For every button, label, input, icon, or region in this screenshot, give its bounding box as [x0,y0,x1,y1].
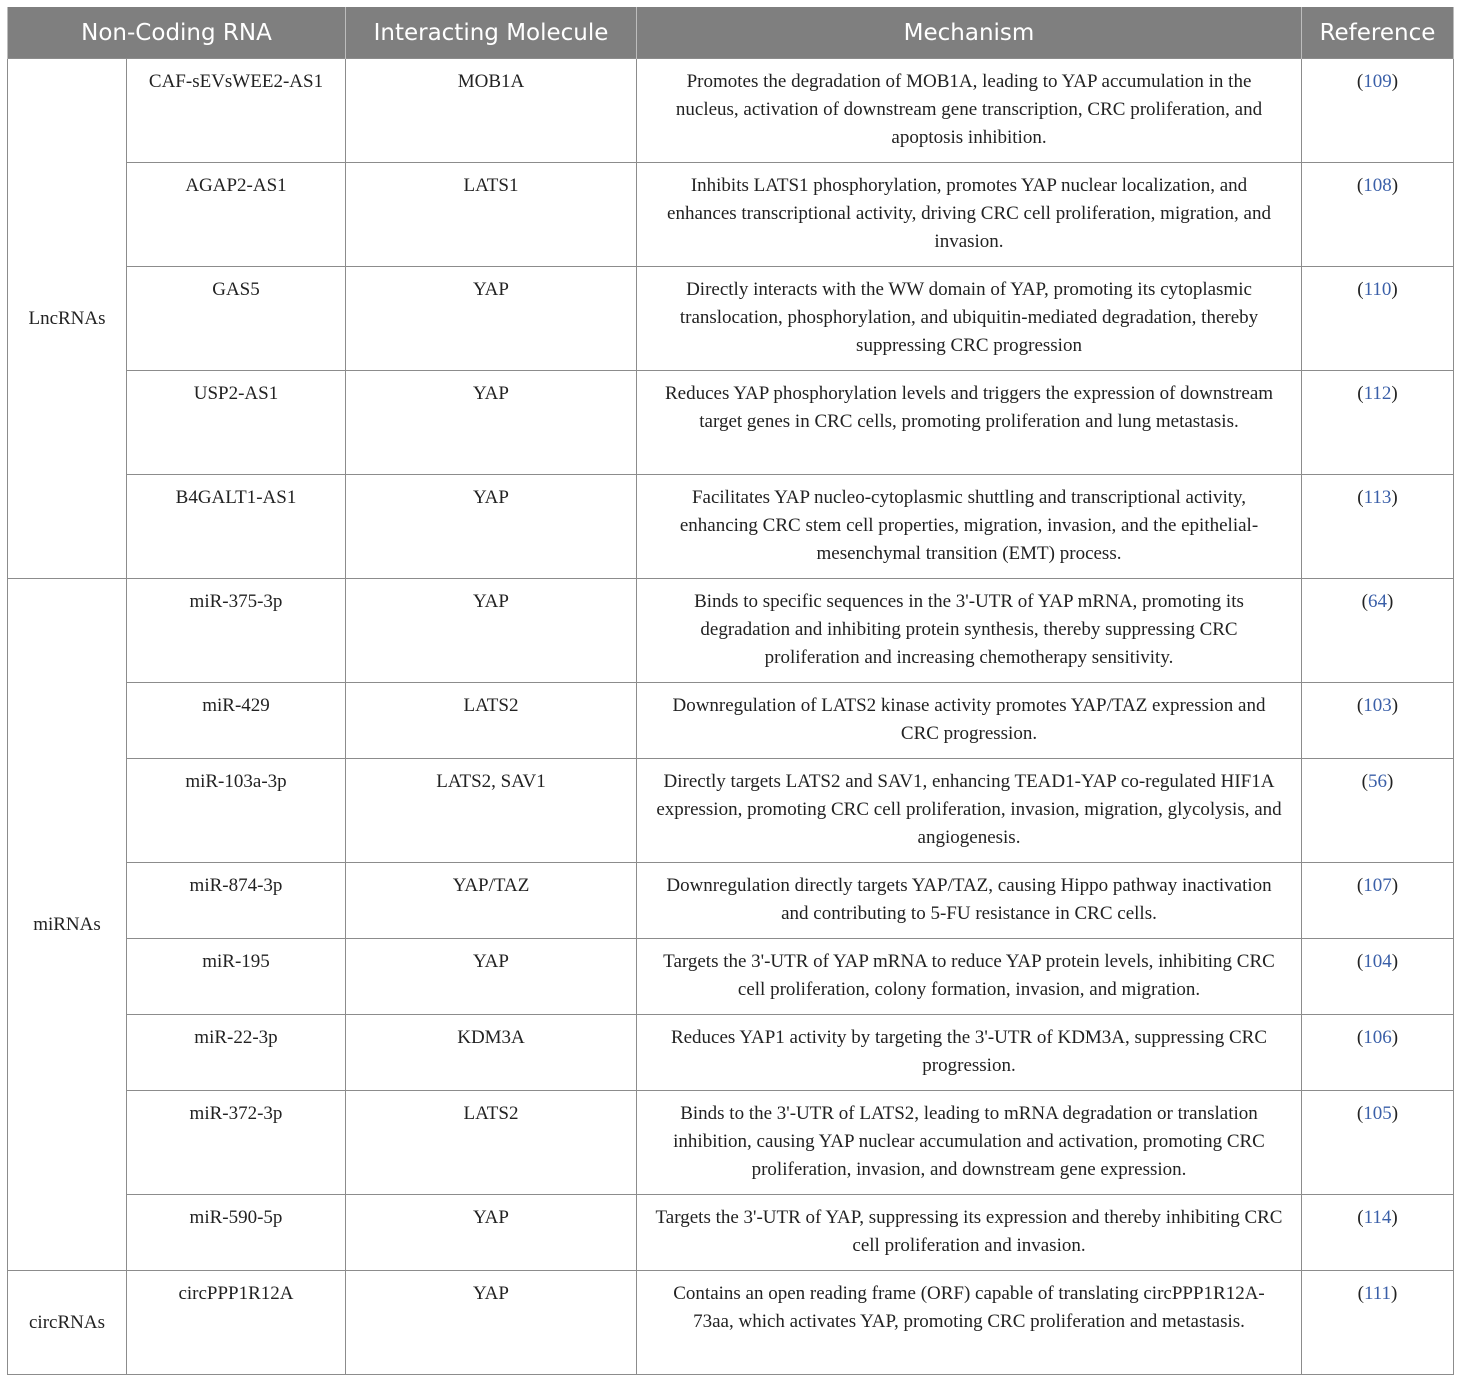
mechanism-cell: Facilitates YAP nucleo-cytoplasmic shuttling and transcriptional activity, enhancing CRC stem cell properties, migration, invasion, and the epithelial-mesenchymal transition (EMT) process. [637,475,1302,579]
rna-name-cell: miR-372-3p [127,1091,346,1195]
group-label: circRNAs [8,1271,127,1375]
reference-link[interactable]: 64 [1368,591,1387,612]
table-row [8,59,1454,163]
reference-cell: (103) [1302,683,1454,759]
molecule-cell: MOB1A [346,59,637,163]
rna-name-cell: circPPP1R12A [127,1271,346,1375]
reference-link[interactable]: 109 [1363,71,1392,92]
mechanism-cell: Promotes the degradation of MOB1A, leading to YAP accumulation in the nucleus, activation of downstream gene transcription, CRC proliferation, and apoptosis inhibition. [637,59,1302,163]
reference-cell: (114) [1302,1195,1454,1271]
reference-link[interactable]: 112 [1363,383,1392,404]
reference-link[interactable]: 105 [1363,1103,1392,1124]
rna-name-cell: miR-874-3p [127,863,346,939]
rna-name-cell: GAS5 [127,267,346,371]
table-row [8,1015,1454,1091]
table-row [8,371,1454,475]
reference-cell: (107) [1302,863,1454,939]
header-reference: Reference [1302,7,1454,59]
molecule-cell: LATS2 [346,1091,637,1195]
header-noncoding-rna: Non-Coding RNA [8,7,346,59]
table-row [8,939,1454,1015]
reference-link[interactable]: 56 [1368,771,1387,792]
ncrna-table [7,7,1454,1375]
reference-link[interactable]: 113 [1363,487,1392,508]
table-row [8,863,1454,939]
rna-name-cell: AGAP2-AS1 [127,163,346,267]
reference-cell: (112) [1302,371,1454,475]
rna-name-cell: miR-590-5p [127,1195,346,1271]
table-row [8,683,1454,759]
reference-cell: (108) [1302,163,1454,267]
mechanism-cell: Targets the 3'-UTR of YAP, suppressing its expression and thereby inhibiting CRC cell proliferation and invasion. [637,1195,1302,1271]
mechanism-cell: Inhibits LATS1 phosphorylation, promotes YAP nuclear localization, and enhances transcriptional activity, driving CRC cell proliferation, migration, and invasion. [637,163,1302,267]
reference-link[interactable]: 104 [1363,951,1392,972]
mechanism-cell: Downregulation directly targets YAP/TAZ, causing Hippo pathway inactivation and contributing to 5-FU resistance in CRC cells. [637,863,1302,939]
rna-name-cell: CAF-sEVsWEE2-AS1 [127,59,346,163]
reference-cell: (113) [1302,475,1454,579]
rna-name-cell: B4GALT1-AS1 [127,475,346,579]
molecule-cell: LATS2 [346,683,637,759]
reference-cell: (110) [1302,267,1454,371]
mechanism-cell: Reduces YAP phosphorylation levels and triggers the expression of downstream target genes in CRC cells, promoting proliferation and lung metastasis. [637,371,1302,475]
molecule-cell: YAP/TAZ [346,863,637,939]
table-row [8,475,1454,579]
reference-cell: (111) [1302,1271,1454,1375]
reference-link[interactable]: 110 [1363,279,1392,300]
table-row [8,163,1454,267]
table-row [8,1271,1454,1375]
table-row [8,267,1454,371]
molecule-cell: LATS2, SAV1 [346,759,637,863]
mechanism-cell: Reduces YAP1 activity by targeting the 3'-UTR of KDM3A, suppressing CRC progression. [637,1015,1302,1091]
reference-cell: (105) [1302,1091,1454,1195]
molecule-cell: YAP [346,371,637,475]
rna-name-cell: miR-429 [127,683,346,759]
mechanism-cell: Contains an open reading frame (ORF) capable of translating circPPP1R12A-73aa, which activates YAP, promoting CRC proliferation and metastasis. [637,1271,1302,1375]
molecule-cell: YAP [346,475,637,579]
rna-name-cell: miR-22-3p [127,1015,346,1091]
molecule-cell: YAP [346,939,637,1015]
reference-cell: (104) [1302,939,1454,1015]
mechanism-cell: Downregulation of LATS2 kinase activity promotes YAP/TAZ expression and CRC progression. [637,683,1302,759]
rna-name-cell: miR-375-3p [127,579,346,683]
table-body [8,59,1454,1375]
reference-link[interactable]: 114 [1363,1207,1392,1228]
molecule-cell: YAP [346,1195,637,1271]
molecule-cell: KDM3A [346,1015,637,1091]
group-label: LncRNAs [8,59,127,579]
table-row [8,1195,1454,1271]
table-row [8,759,1454,863]
rna-name-cell: miR-195 [127,939,346,1015]
group-label: miRNAs [8,579,127,1271]
reference-cell: (109) [1302,59,1454,163]
molecule-cell: YAP [346,579,637,683]
reference-link[interactable]: 103 [1363,695,1392,716]
reference-link[interactable]: 107 [1363,875,1392,896]
reference-link[interactable]: 106 [1363,1027,1392,1048]
reference-link[interactable]: 111 [1363,1283,1392,1304]
rna-name-cell: miR-103a-3p [127,759,346,863]
reference-link[interactable]: 108 [1363,175,1392,196]
table-row [8,1091,1454,1195]
reference-cell: (64) [1302,579,1454,683]
mechanism-cell: Binds to specific sequences in the 3'-UTR of YAP mRNA, promoting its degradation and inhibiting protein synthesis, thereby suppressing CRC proliferation and increasing chemotherapy sensitivity. [637,579,1302,683]
molecule-cell: YAP [346,1271,637,1375]
mechanism-cell: Targets the 3'-UTR of YAP mRNA to reduce YAP protein levels, inhibiting CRC cell proliferation, colony formation, invasion, and migration. [637,939,1302,1015]
molecule-cell: YAP [346,267,637,371]
rna-name-cell: USP2-AS1 [127,371,346,475]
mechanism-cell: Binds to the 3'-UTR of LATS2, leading to mRNA degradation or translation inhibition, causing YAP nuclear accumulation and activation, promoting CRC proliferation, invasion, and downstream gene expression. [637,1091,1302,1195]
table-header [8,7,1454,59]
molecule-cell: LATS1 [346,163,637,267]
mechanism-cell: Directly interacts with the WW domain of YAP, promoting its cytoplasmic translocation, phosphorylation, and ubiquitin-mediated degradation, thereby suppressing CRC progression [637,267,1302,371]
reference-cell: (106) [1302,1015,1454,1091]
mechanism-cell: Directly targets LATS2 and SAV1, enhancing TEAD1-YAP co-regulated HIF1A expression, promoting CRC cell proliferation, invasion, migration, glycolysis, and angiogenesis. [637,759,1302,863]
header-interacting-molecule: Interacting Molecule [346,7,637,59]
reference-cell: (56) [1302,759,1454,863]
table-row [8,579,1454,683]
header-mechanism: Mechanism [637,7,1302,59]
